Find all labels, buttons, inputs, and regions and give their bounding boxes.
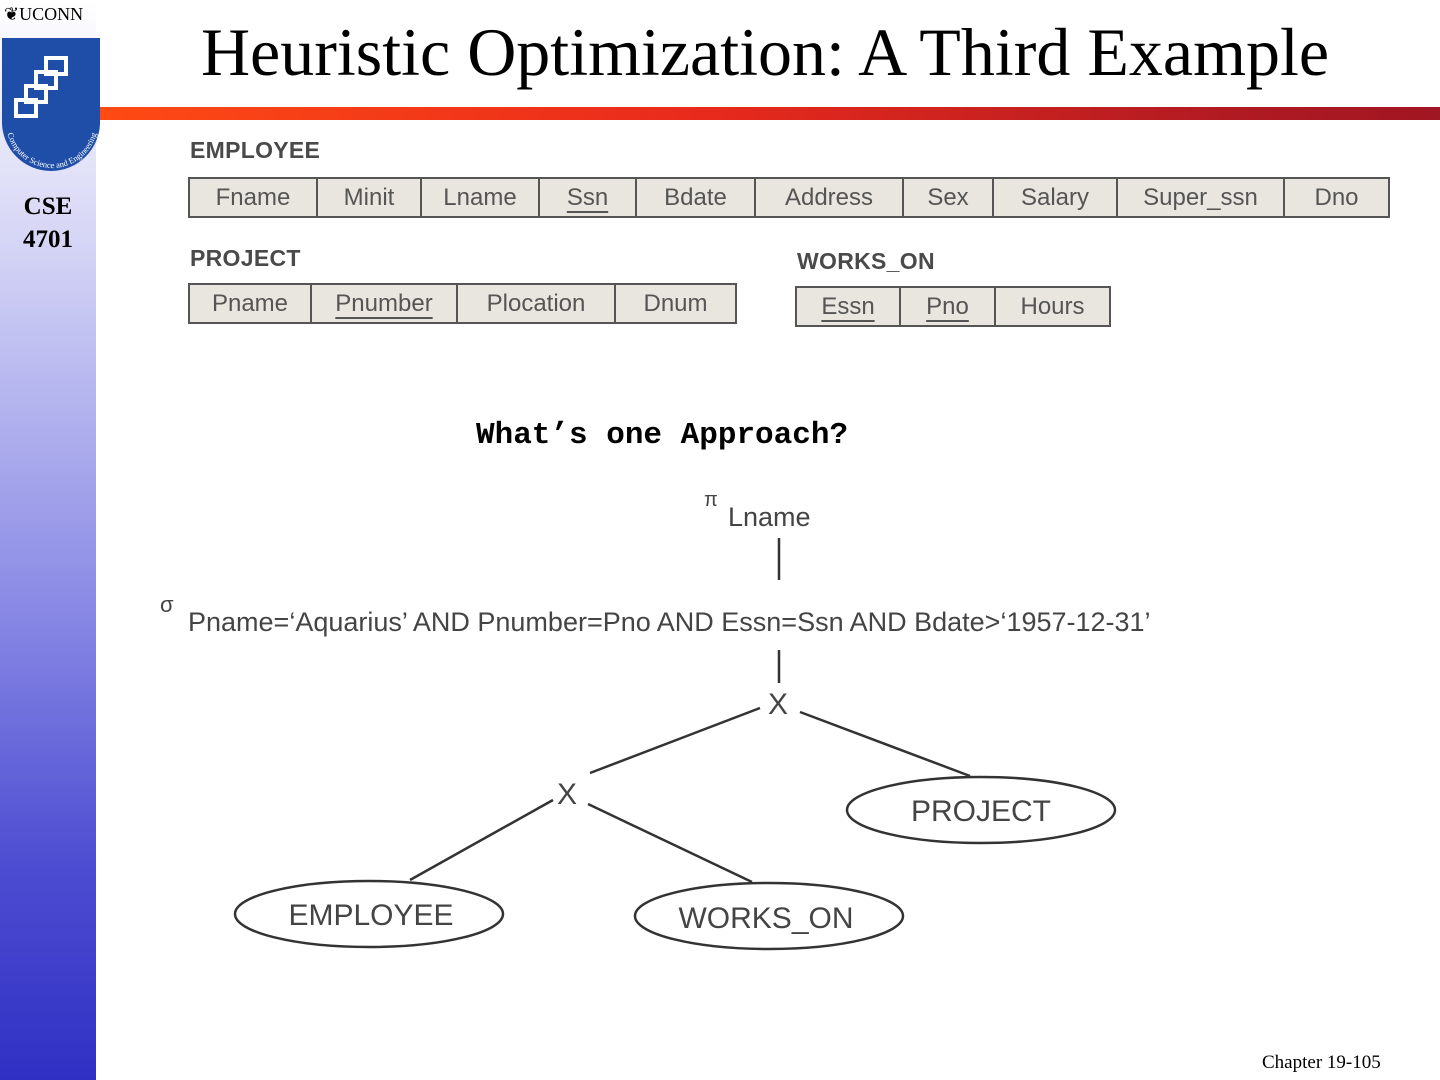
product-node-top: X (768, 688, 789, 721)
works-on-schema-row (795, 286, 1111, 327)
cse-logo (2, 38, 100, 180)
sigma-symbol: σ (160, 592, 174, 617)
institution-name: UCONN (19, 4, 84, 24)
tree-edge-top-right (800, 712, 970, 776)
course-code (0, 190, 96, 256)
tree-edge-bottom-right (588, 804, 752, 882)
employee-attr: Address (754, 179, 902, 216)
slide-footer: Chapter 19-105 (1262, 1052, 1381, 1073)
project-attr: Pname (211, 289, 289, 317)
tree-edge-top-left (590, 708, 760, 773)
project-leaf-label: PROJECT (910, 795, 1052, 828)
employee-attr: Salary (992, 179, 1116, 216)
employee-attr: Dno (1283, 179, 1388, 216)
works-on-relation-name: WORKS_ON (797, 248, 935, 274)
project-attr: Plocation (456, 285, 614, 322)
uconn-wordmark (4, 4, 83, 25)
logo-caption: Computer Science and Engineering (5, 131, 99, 171)
employee-attr: Sex (902, 179, 992, 216)
pi-symbol: π (704, 489, 718, 511)
oak-leaf-icon: ❦ (4, 4, 20, 24)
employee-attr: Fname (215, 183, 291, 211)
employee-attr: Bdate (635, 179, 754, 216)
works-on-attr: Hours (994, 288, 1109, 325)
employee-relation-name: EMPLOYEE (190, 137, 321, 163)
project-attr: Dnum (614, 285, 735, 322)
project-schema-row (188, 283, 737, 324)
question-text: What’s one Approach? (476, 418, 849, 453)
employee-leaf-label: EMPLOYEE (288, 899, 454, 932)
employee-schema-row (188, 177, 1390, 218)
works-on-leaf-label: WORKS_ON (678, 902, 854, 935)
query-tree (150, 480, 1390, 960)
employee-key-attr: Ssn (538, 179, 635, 216)
slide-title: Heuristic Optimization: A Third Example (200, 14, 1330, 90)
product-node-bottom: X (557, 778, 578, 811)
course-number: 4701 (23, 226, 73, 253)
employee-attr: Lname (420, 179, 538, 216)
employee-attr: Minit (316, 179, 420, 216)
course-dept: CSE (23, 193, 73, 220)
tree-edge-bottom-left (410, 800, 553, 880)
selection-condition: Pname=‘Aquarius’ AND Pnumber=Pno AND Essn=Ssn AND Bdate>‘1957-12-31’ (188, 607, 1151, 637)
title-underline-bar (100, 107, 1440, 120)
project-key-attr: Pnumber (310, 285, 456, 322)
employee-attr: Super_ssn (1116, 179, 1283, 216)
works-on-key-attr: Essn (821, 292, 875, 320)
works-on-key-attr: Pno (899, 288, 994, 325)
projection-attribute: Lname (728, 502, 811, 532)
project-relation-name: PROJECT (190, 245, 301, 271)
